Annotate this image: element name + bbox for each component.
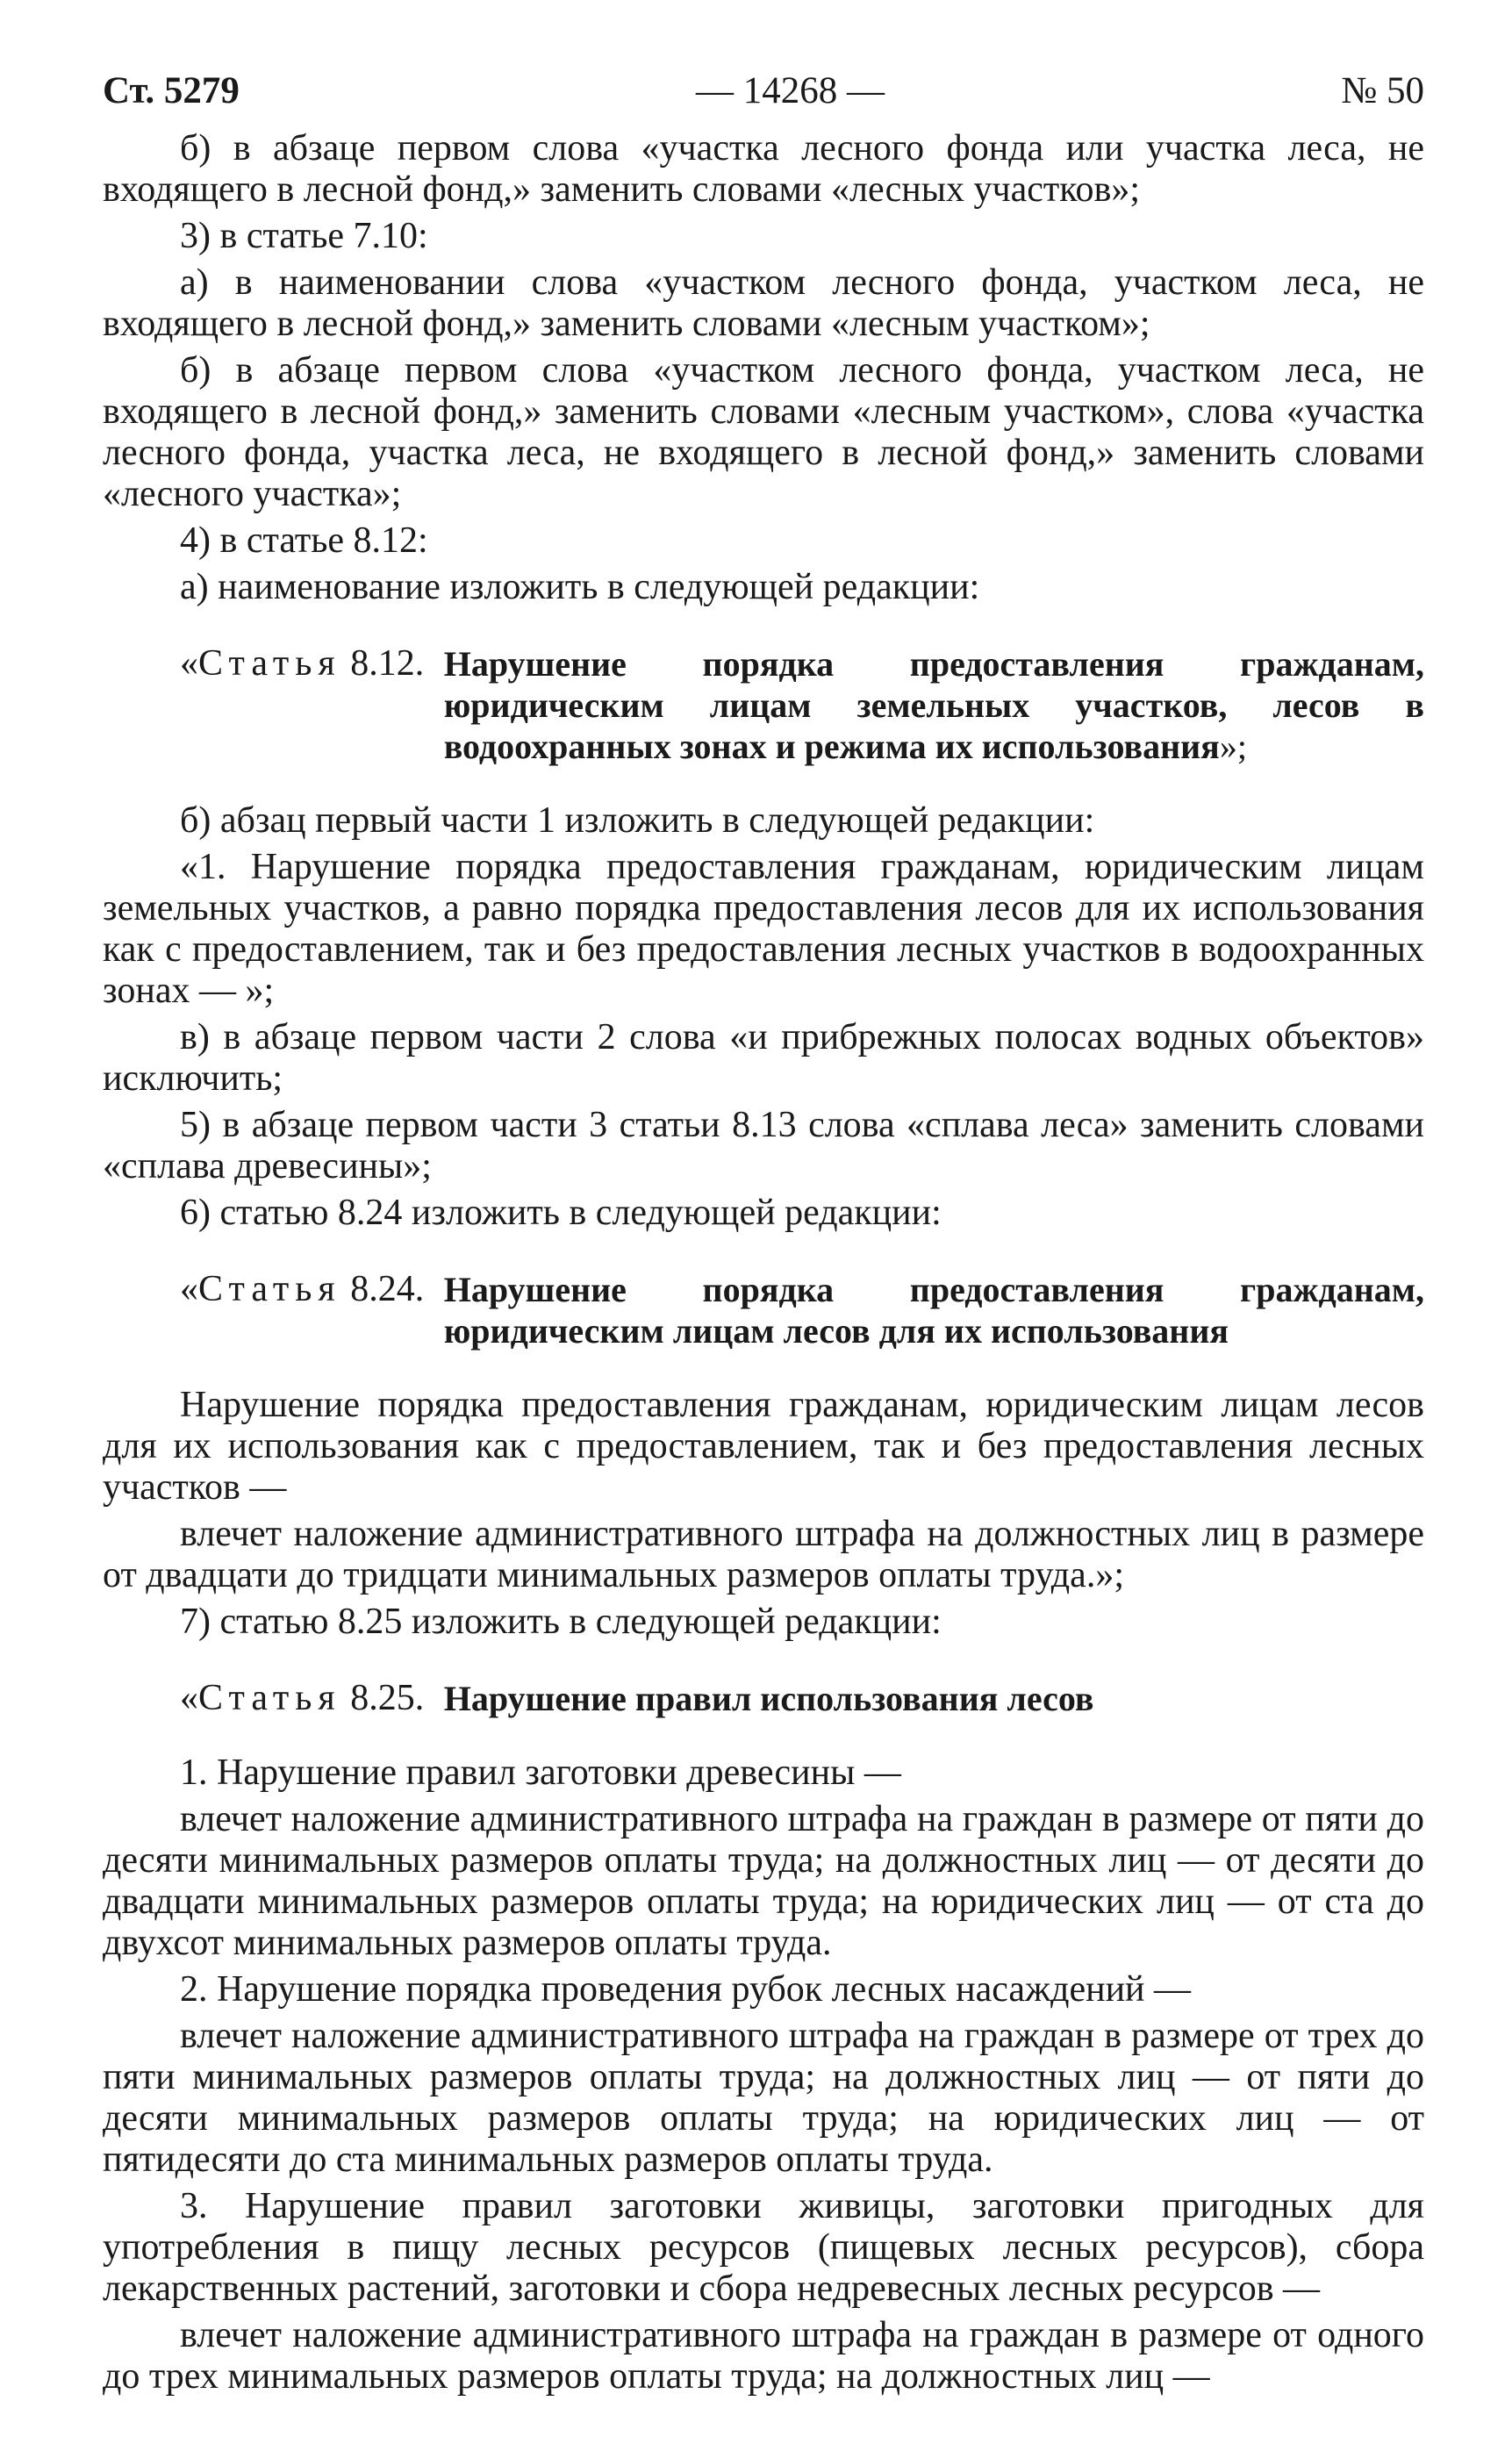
paragraph: 3. Нарушение правил заготовки живицы, заготовки пригодных для употребления в пищу лесных ресурсов (пищевых лесных ресурсов), сбора лекарственных растений, заготовки и сбора недревесных лесных ресурсов — [103,2186,1424,2309]
paragraph: 1. Нарушение правил заготовки древесины — [180,1752,901,1793]
article-heading-8-25 [103,1678,1424,1719]
paragraph: б) в абзаце первом слова «участка лесного фонда или участка леса, не входящего в лесной фонд,» заменить словами «лесных участков»; [103,128,1424,210]
paragraph: б) абзац первый части 1 изложить в следующей редакции: [180,800,1095,841]
quote-open: « [180,643,198,684]
article-title: Нарушение порядка предоставления гражданам, юридическим лицам земельных участков, лесов в водоохранных зонах и режима их использования [443,644,1424,766]
article-word: Статья [198,1269,341,1309]
paragraph: 2. Нарушение порядка проведения рубок лесных насаждений — [180,1969,1192,2010]
quote-open: « [180,1678,198,1718]
article-number: Ст. 5279 [103,70,240,111]
issue-number: № 50 [1341,70,1424,111]
paragraph: «1. Нарушение порядка предоставления гражданам, юридическим лицам земельных участков, а равно порядка предоставления лесов для их использования как с предоставлением, так и без предоставления лесных участков в водоохранных зонах — »; [103,847,1424,1011]
paragraph: а) наименование изложить в следующей редакции: [180,567,980,607]
page-number: — 14268 — [696,70,885,111]
paragraph: в) в абзаце первом части 2 слова «и прибрежных полосах водных объектов» исключить; [103,1017,1424,1099]
article-num: 8.24. [340,1269,434,1309]
article-num: 8.25. [340,1678,434,1718]
page-header [103,70,1424,128]
article-word: Статья [198,643,341,684]
paragraph: Нарушение порядка предоставления гражданам, юридическим лицам лесов для их использования как с предоставлением, так и без предоставления лесных участков — [103,1385,1424,1508]
paragraph: влечет наложение административного штрафа на граждан в размере от одного до трех минимальных размеров оплаты труда; на должностных лиц — [103,2315,1424,2397]
paragraph: 4) в статье 8.12: [180,520,428,561]
paragraph: 5) в абзаце первом части 3 статьи 8.13 слова «сплава леса» заменить словами «сплава древесины»; [103,1105,1424,1186]
quote-open: « [180,1269,198,1309]
paragraph: влечет наложение административного штрафа на граждан в размере от трех до пяти минимальных размеров оплаты труда; на должностных лиц — от пяти до десяти минимальных размеров оплаты труда; на юридических лиц — от пятидесяти до ста минимальных размеров оплаты труда. [103,2016,1424,2180]
article-title: Нарушение правил использования лесов [443,1679,1094,1718]
article-tail: »; [1219,727,1247,766]
article-heading-8-12 [103,643,1424,767]
paragraph: а) в наименовании слова «участком лесного фонда, участком леса, не входящего в лесной фонд,» заменить словами «лесным участком»; [103,262,1424,344]
paragraph: 7) статью 8.25 изложить в следующей редакции: [180,1602,942,1642]
paragraph: б) в абзаце первом слова «участком лесного фонда, участком леса, не входящего в лесной фонд,» заменить словами «лесным участком», слова «участка лесного фонда, участка леса, не входящего в лесной фонд,» заменить словами «лесного участка»; [103,350,1424,514]
article-heading-8-24 [103,1269,1424,1351]
paragraph: 3) в статье 7.10: [180,216,428,256]
paragraph: влечет наложение административного штрафа на должностных лиц в размере от двадцати до тридцати минимальных размеров оплаты труда.»; [103,1514,1424,1595]
article-title: Нарушение порядка предоставления гражданам, юридическим лицам лесов для их использования [443,1270,1424,1351]
paragraph: влечет наложение административного штрафа на граждан в размере от пяти до десяти минимальных размеров оплаты труда; на должностных лиц — от десяти до двадцати минимальных размеров оплаты труда; на юридических лиц — от ста до двухсот минимальных размеров оплаты труда. [103,1799,1424,1963]
paragraph: 6) статью 8.24 изложить в следующей редакции: [180,1193,942,1233]
article-num: 8.12. [340,643,434,684]
article-word: Статья [198,1678,341,1718]
